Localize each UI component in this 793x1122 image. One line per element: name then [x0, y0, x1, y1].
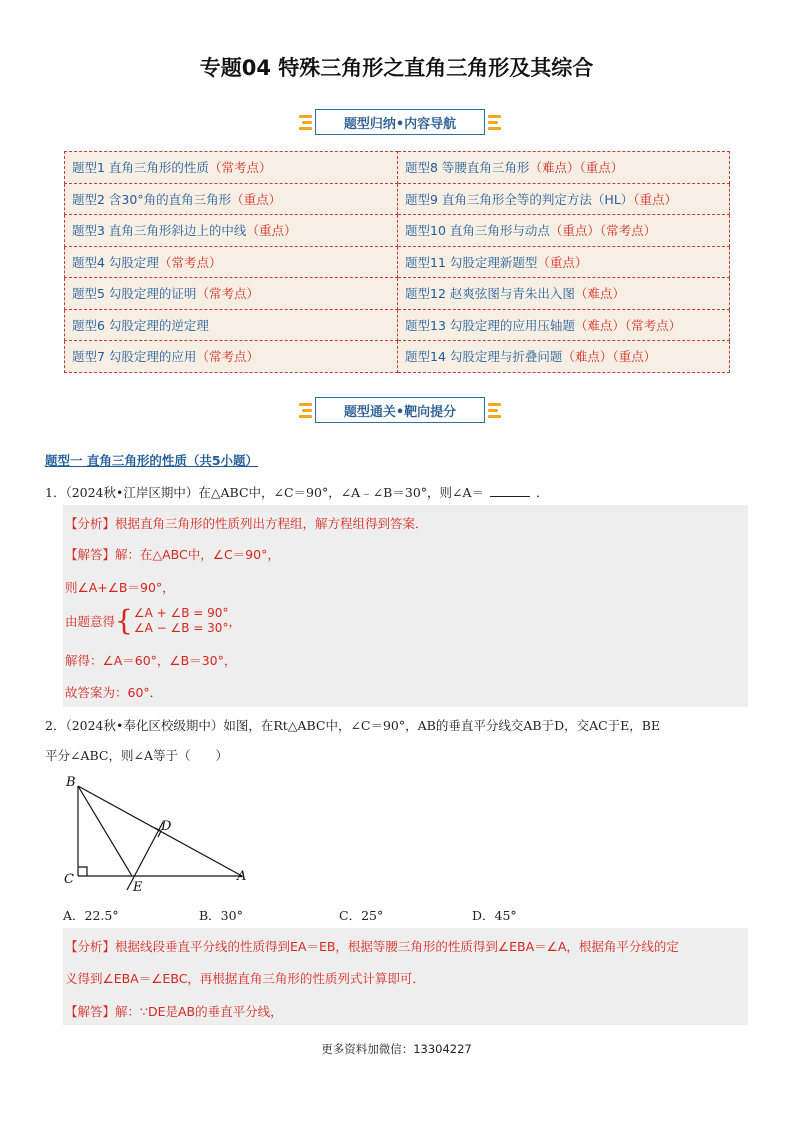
question-1-text: 1．（2024秋•江岸区期中）在△ABC中，∠C＝90°，∠A﹣∠B＝30°，则∠A＝ [45, 485, 485, 500]
question-2-line-1: 2．（2024秋•奉化区校级期中）如图，在Rt△ABC中，∠C＝90°，AB的垂直平分线交AB于D，交AC于E，BE [45, 718, 661, 733]
nav-row [65, 309, 730, 341]
banner-decoration-right [488, 115, 501, 130]
nav-item-label: 题型2 含30°角的直角三角形 [72, 191, 232, 207]
label-E: E [133, 880, 143, 894]
topic-navigation-table [64, 151, 730, 373]
nav-item[interactable] [65, 183, 398, 215]
nav-row [65, 278, 730, 310]
nav-item[interactable] [398, 152, 730, 184]
nav-item-tag: （重点） [537, 254, 588, 270]
nav-item[interactable] [65, 152, 398, 184]
topic-heading: 题型一 直角三角形的性质（共5小题） [45, 453, 259, 468]
choice-d[interactable]: D．45° [472, 908, 517, 923]
nav-item-tag: （重点） [633, 191, 678, 207]
banner-decoration-right [488, 403, 501, 418]
choice-b[interactable]: B．30° [199, 908, 243, 923]
nav-item-label: 题型10 直角三角形与动点 [405, 223, 550, 239]
page-footer: 更多资料加微信：13304227 [321, 1042, 472, 1056]
page-title: 专题04 特殊三角形之直角三角形及其综合 [199, 56, 594, 80]
nav-item-label: 题型3 直角三角形斜边上的中线 [72, 223, 247, 239]
nav-item-tag: （重点） [246, 223, 297, 239]
analysis-text: 【分析】根据直角三角形的性质列出方程组，解方程组得到答案． [65, 516, 428, 531]
nav-item-tag: （重点） [231, 191, 282, 207]
nav-item[interactable] [398, 215, 730, 247]
right-angle-mark-C [78, 867, 87, 876]
nav-item-tag: （常考点） [196, 349, 259, 365]
nav-item[interactable] [65, 278, 398, 310]
equations [134, 606, 229, 636]
nav-item-label: 题型4 勾股定理 [72, 254, 159, 270]
equation-system [65, 606, 241, 636]
nav-item-tag: （难点） [574, 286, 625, 302]
label-B: B [66, 775, 76, 790]
nav-item[interactable] [398, 309, 730, 341]
nav-item[interactable] [65, 309, 398, 341]
label-C: C [64, 872, 74, 887]
answer-blank[interactable] [490, 496, 530, 497]
nav-item-label: 题型5 勾股定理的证明 [72, 286, 197, 302]
solution-text: 【解答】解：在△ABC中，∠C＝90°， [65, 547, 280, 562]
answer-box-2 [63, 928, 748, 1025]
nav-item-label: 题型6 勾股定理的逆定理 [72, 317, 209, 333]
system-prefix: 由题意得 [65, 614, 116, 629]
nav-item[interactable] [398, 341, 730, 373]
nav-item-label: 题型8 等腰直角三角形 [405, 160, 530, 176]
banner-decoration-left [299, 403, 312, 418]
solution-line: 解得：∠A＝60°，∠B＝30°， [65, 653, 237, 668]
nav-item-label: 题型13 勾股定理的应用压轴题 [405, 317, 575, 333]
question-1-end: ． [536, 485, 549, 500]
nav-row [65, 183, 730, 215]
nav-item-tag: （难点）（常考点） [574, 317, 682, 333]
nav-row [65, 215, 730, 247]
nav-row [65, 152, 730, 184]
solution-line: 故答案为：60°． [65, 685, 163, 700]
nav-item-label: 题型1 直角三角形的性质 [72, 160, 209, 176]
nav-item-label: 题型12 赵爽弦图与青朱出入图 [405, 286, 575, 302]
answer-box-1 [63, 505, 748, 707]
nav-item-label: 题型14 勾股定理与折叠问题 [405, 349, 563, 365]
banner-label: 题型归纳•内容导航 [315, 109, 484, 135]
nav-item-tag: （重点）（常考点） [549, 223, 657, 239]
label-D: D [161, 819, 172, 834]
nav-item[interactable] [65, 215, 398, 247]
nav-row [65, 246, 730, 278]
label-A: A [237, 869, 247, 884]
banner-decoration-left [299, 115, 312, 130]
choice-c[interactable]: C．25° [339, 908, 384, 923]
brace-icon: { [115, 604, 133, 637]
nav-item-tag: （难点）（重点） [529, 160, 624, 176]
nav-item-label: 题型7 勾股定理的应用 [72, 349, 197, 365]
nav-item[interactable] [398, 183, 730, 215]
nav-item-tag: （常考点） [196, 286, 259, 302]
nav-item[interactable] [65, 341, 398, 373]
nav-item-label: 题型11 勾股定理新题型 [405, 254, 538, 270]
nav-item-tag: （难点）（重点） [562, 349, 657, 365]
equation-2: ∠A − ∠B = 30° [133, 621, 229, 635]
nav-item-tag: （常考点） [158, 254, 222, 270]
nav-item[interactable] [65, 246, 398, 278]
nav-row [65, 341, 730, 373]
nav-item-label: 题型9 直角三角形全等的判定方法（HL） [405, 191, 634, 207]
question-2-line-2: 平分∠ABC，则∠A等于（ ） [45, 748, 228, 763]
section-banner-practice [296, 395, 504, 425]
choice-a[interactable]: A．22.5° [63, 908, 119, 923]
analysis-text-continued: 义得到∠EBA＝∠EBC，再根据直角三角形的性质列式计算即可． [65, 971, 425, 986]
nav-item[interactable] [398, 278, 730, 310]
triangle-figure [60, 772, 260, 894]
banner-label: 题型通关•靶向提分 [315, 397, 484, 423]
analysis-text: 【分析】根据线段垂直平分线的性质得到EA＝EB，根据等腰三角形的性质得到∠EBA＝∠A，根据角平分线的定 [65, 939, 679, 954]
nav-item[interactable] [398, 246, 730, 278]
question-1 [45, 483, 549, 501]
equation-1: ∠A + ∠B = 90° [133, 606, 229, 620]
section-banner-navigation [296, 107, 504, 137]
segment-BE [78, 786, 132, 876]
solution-text: 【解答】解：∵DE是AB的垂直平分线， [65, 1004, 283, 1019]
system-suffix: ， [228, 614, 241, 629]
nav-item-tag: （常考点） [208, 160, 272, 176]
solution-line: 则∠A+∠B＝90°， [65, 580, 175, 595]
